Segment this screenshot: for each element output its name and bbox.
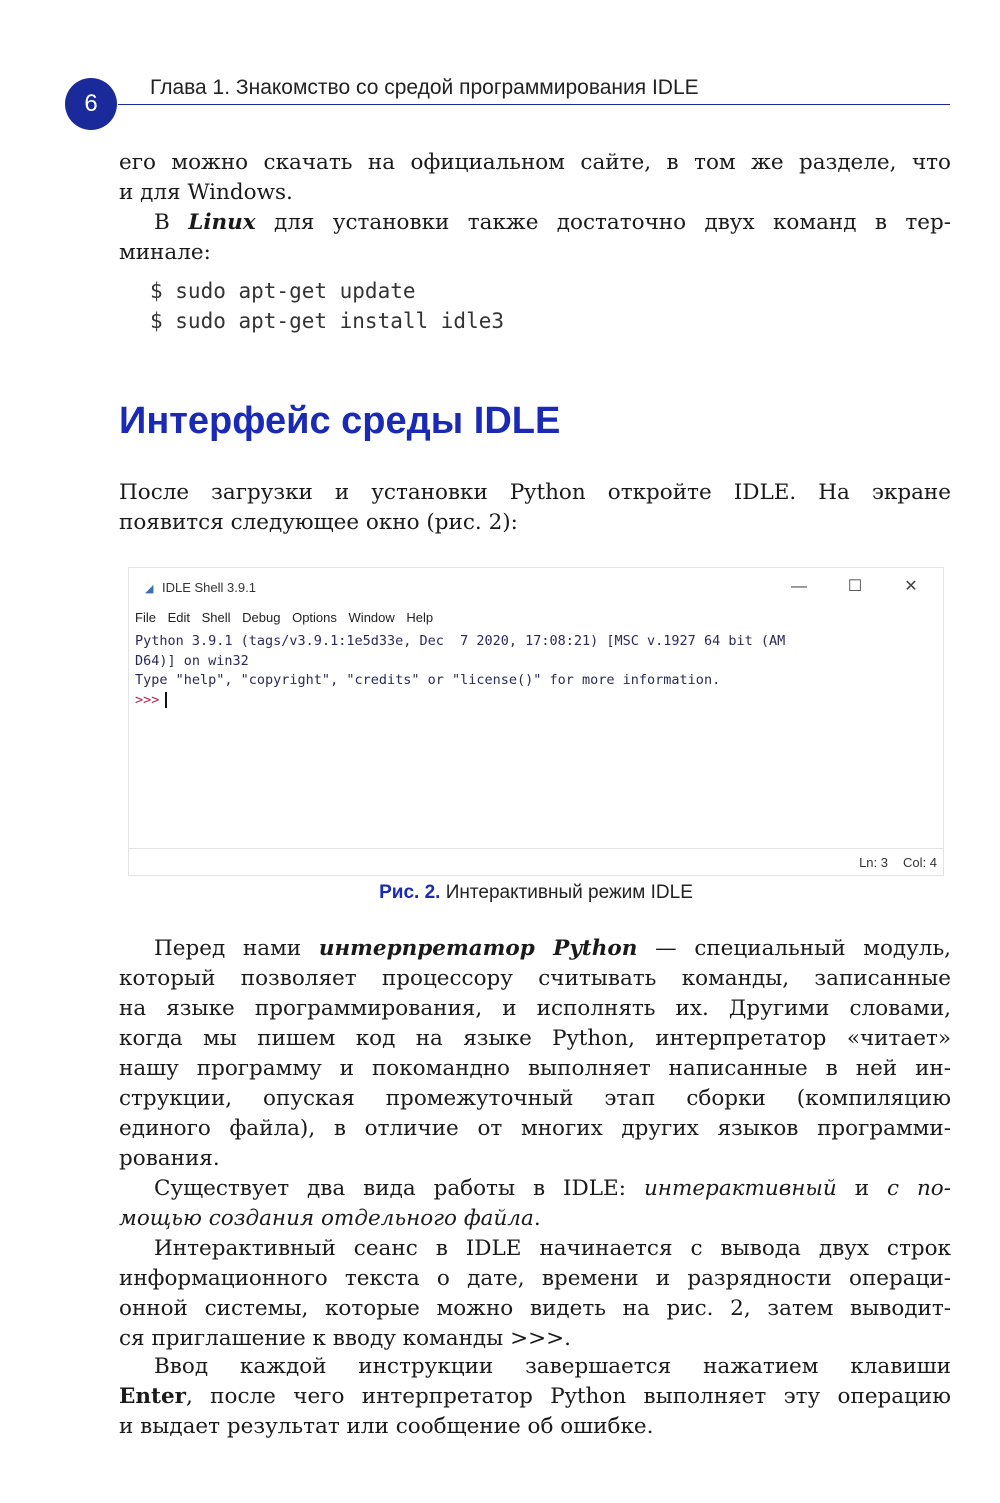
shell-line: Type "help", "copyright", "credits" or "license()" for more information. xyxy=(135,672,721,688)
code-line: $ sudo apt-get update xyxy=(150,279,416,303)
status-bar xyxy=(129,848,943,875)
text-line: нашу программу и покомандно выполняет написанные в ней ин- xyxy=(119,1056,951,1081)
text-line: информационного текста о дате, времени и разрядности операци- xyxy=(119,1266,951,1291)
figure-caption xyxy=(0,882,1000,904)
menu-shell[interactable]: Shell xyxy=(201,610,231,625)
prompt-line[interactable] xyxy=(135,691,785,711)
text-line: мощью создания отдельного файла. xyxy=(119,1206,541,1231)
close-button[interactable]: ✕ xyxy=(904,578,918,595)
text-line: его можно скачать на официальном сайте, в том же разделе, что xyxy=(119,150,951,175)
text-line: Интерактивный сеанс в IDLE начинается с вывода двух строк xyxy=(154,1236,951,1261)
window-title: IDLE Shell 3.9.1 xyxy=(162,580,256,595)
status-column: Col: 4 xyxy=(903,855,937,870)
shell-output[interactable] xyxy=(135,632,785,710)
text-line: появится следующее окно (рис. 2): xyxy=(119,510,518,535)
paragraph-modes xyxy=(119,1174,951,1234)
interpreter-term: интерпретатор Python xyxy=(318,936,638,961)
paragraph-linux xyxy=(119,208,951,268)
text-line: который позволяет процессору считывать команды, записанные xyxy=(119,966,951,991)
text-line: струкции, опуская промежуточный этап сборки (компиляцию xyxy=(119,1086,951,1111)
idle-window-figure xyxy=(128,567,944,876)
paragraph-enter xyxy=(119,1352,951,1442)
text-line: на языке программирования, и исполнять их. Другими словами, xyxy=(119,996,951,1021)
menu-help[interactable]: Help xyxy=(406,610,434,625)
minimize-button[interactable]: — xyxy=(791,578,807,595)
linux-term: Linux xyxy=(188,210,256,235)
text-line: Перед нами интерпретатор Python — специальный модуль, xyxy=(154,936,951,961)
text-line: и выдает результат или сообщение об ошибке. xyxy=(119,1414,654,1439)
text-line: Существует два вида работы в IDLE: интерактивный и с по- xyxy=(154,1176,952,1201)
text-line: Enter, после чего интерпретатор Python выполняет эту операцию xyxy=(119,1384,951,1409)
enter-key-term: Enter xyxy=(119,1384,186,1409)
text-line: минале: xyxy=(119,240,211,265)
code-block xyxy=(150,276,504,336)
section-title: Интерфейс среды IDLE xyxy=(119,400,561,442)
text-line: когда мы пишем код на языке Python, интерпретатор «читает» xyxy=(119,1026,951,1051)
text-line: ся приглашение к вводу команды >>>. xyxy=(119,1326,571,1351)
status-line-number: Ln: 3 xyxy=(859,855,888,870)
running-head: Глава 1. Знакомство со средой программирования IDLE xyxy=(150,76,699,99)
paragraph-download xyxy=(119,148,951,208)
menu-window[interactable]: Window xyxy=(348,610,395,625)
paragraph-intro xyxy=(119,478,951,538)
text-line: единого файла), в отличие от многих других языков программи- xyxy=(119,1116,951,1141)
text-line: Ввод каждой инструкции завершается нажатием клавиши xyxy=(154,1354,951,1379)
shell-prompt: >>> xyxy=(135,691,160,708)
shell-line: Python 3.9.1 (tags/v3.9.1:1e5d33e, Dec 7 2020, 17:08:21) [MSC v.1927 64 bit (AM xyxy=(135,633,786,649)
text-line: В Linux для установки также достаточно двух команд в тер- xyxy=(154,210,951,235)
text-line: и для Windows. xyxy=(119,180,293,205)
text-line: онной системы, которые можно видеть на рис. 2, затем выводит- xyxy=(119,1296,951,1321)
menu-options[interactable]: Options xyxy=(292,610,337,625)
mode-interactive: интерактивный xyxy=(643,1176,837,1201)
mode-file: с по- xyxy=(886,1176,952,1201)
caption-label: Рис. 2. xyxy=(379,882,441,903)
menu-edit[interactable]: Edit xyxy=(167,610,190,625)
paragraph-interpreter xyxy=(119,934,951,1174)
text-line: После загрузки и установки Python откройте IDLE. На экране xyxy=(119,480,951,505)
paragraph-session xyxy=(119,1234,951,1354)
title-bar xyxy=(129,568,943,606)
maximize-button[interactable]: ☐ xyxy=(847,578,863,595)
menu-bar xyxy=(135,610,441,625)
text-line: рования. xyxy=(119,1146,220,1171)
idle-app-icon: ◢ xyxy=(145,583,154,595)
shell-line: D64)] on win32 xyxy=(135,652,249,669)
page-number: 6 xyxy=(65,78,117,130)
caption-text: Интерактивный режим IDLE xyxy=(445,882,693,903)
text-cursor xyxy=(165,692,167,708)
menu-file[interactable]: File xyxy=(135,610,156,625)
header-rule xyxy=(118,104,950,105)
code-line: $ sudo apt-get install idle3 xyxy=(150,309,505,333)
menu-debug[interactable]: Debug xyxy=(242,610,281,625)
